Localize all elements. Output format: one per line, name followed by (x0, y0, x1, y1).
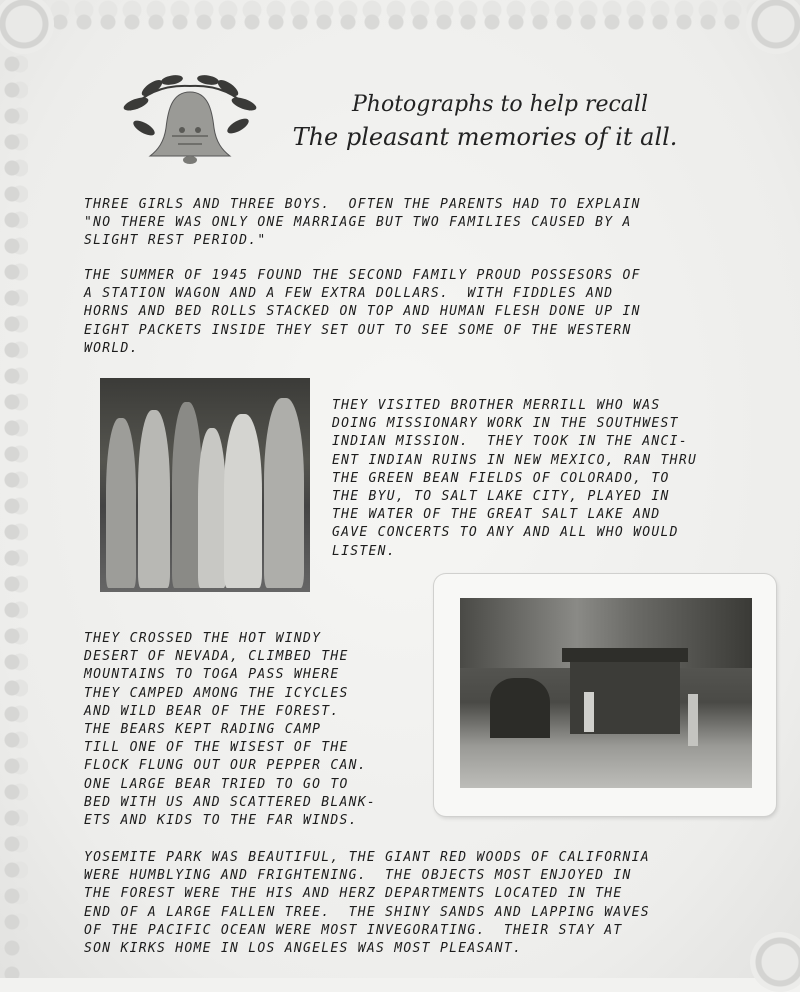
photo-person (106, 418, 136, 588)
lace-corner-top-right (746, 0, 800, 54)
bell-with-leaves-icon (122, 70, 258, 166)
photo-person (198, 428, 226, 588)
family-group-photo (100, 378, 310, 592)
photo-cabin-roof (562, 648, 688, 662)
photo-shrub (490, 678, 550, 738)
lace-corner-top-left (0, 0, 54, 54)
cabin-campsite-photo (460, 598, 752, 788)
paragraph-three-girls: THREE GIRLS AND THREE BOYS. OFTEN THE PARENTS HAD TO EXPLAIN "NO THERE WAS ONLY ONE MARRIAGE BUT TWO FAMILIES CAUSED BY A SLIGHT REST PERIOD." (84, 197, 641, 249)
lace-border-left (0, 0, 28, 978)
paragraph-crossed-nevada: THEY CROSSED THE HOT WINDY DESERT OF NEVADA, CLIMBED THE MOUNTAINS TO TOGA PASS WHERE THEY CAMPED AMONG THE ICYCLES AND WILD BEAR OF THE FOREST. THE BEARS KEPT RADING CAMP TILL ONE OF THE WISEST OF THE FLOCK FLUNG OUT OUR PEPPER CAN. ONE LARGE BEAR TRIED TO GO TO BED WITH US AND SCATTERED BLANK- ETS AND KIDS TO THE FAR WINDS. (84, 631, 377, 829)
lace-corner-bottom-right (750, 932, 800, 992)
photo-person (138, 410, 170, 588)
photo-figure (584, 692, 594, 732)
paragraph-yosemite: YOSEMITE PARK WAS BEAUTIFUL, THE GIANT RED WOODS OF CALIFORNIA WERE HUMBLYING AND FRIGHTENING. THE OBJECTS MOST ENJOYED IN THE FOREST WERE THE HIS AND HERZ DEPARTMENTS LOCATED IN THE END OF A LARGE FALLEN TREE. THE SHINY SANDS AND LAPPING WAVES OF THE PACIFIC OCEAN WERE MOST INVEGORATING. THEIR STAY AT SON KIRKS HOME IN LOS ANGELES WAS MOST PLEASANT. (84, 850, 650, 957)
heading-line-2: The pleasant memories of it all. (292, 123, 678, 151)
photo-person (224, 414, 262, 588)
paragraph-visited-merrill: THEY VISITED BROTHER MERRILL WHO WAS DOING MISSIONARY WORK IN THE SOUTHWEST INDIAN MISSION. THEY TOOK IN THE ANCI- ENT INDIAN RUINS IN NEW MEXICO, RAN THRU THE GREEN BEAN FIELDS OF COLORADO, TO THE BYU, TO SALT LAKE CITY, PLAYED IN THE WATER OF THE GREAT SALT LAKE AND GAVE CONCERTS TO ANY AND ALL WHO WOULD LISTEN. (332, 398, 698, 559)
lace-border-top (0, 0, 800, 40)
paragraph-summer-1945: THE SUMMER OF 1945 FOUND THE SECOND FAMILY PROUD POSSESORS OF A STATION WAGON AND A FEW EXTRA DOLLARS. WITH FIDDLES AND HORNS AND BED ROLLS STACKED ON TOP AND HUMAN FLESH DONE UP IN EIGHT PACKETS INSIDE THEY SET OUT TO SEE SOME OF THE WESTERN WORLD. (84, 268, 641, 356)
photo-person (264, 398, 304, 588)
photo-figure (688, 694, 698, 746)
heading-line-1: Photographs to help recall (352, 92, 648, 117)
page-heading (292, 92, 680, 151)
